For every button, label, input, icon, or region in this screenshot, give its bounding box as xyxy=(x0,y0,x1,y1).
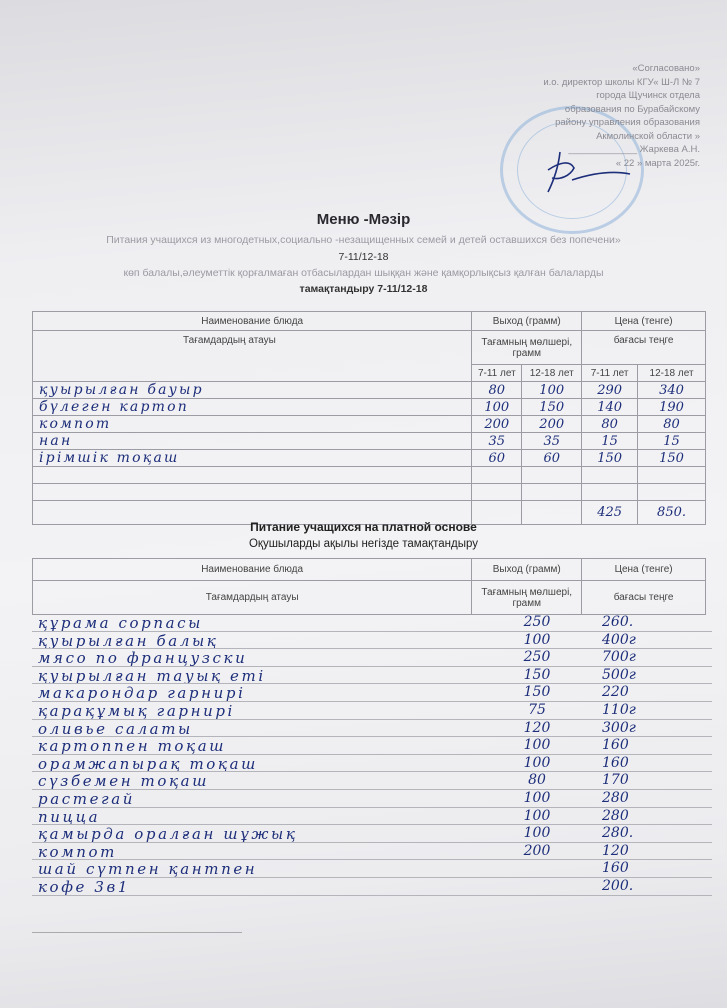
weight-12-18: 100 xyxy=(522,382,582,399)
list-item xyxy=(32,878,712,896)
dish-name: мясо по французски xyxy=(38,649,248,668)
subtitle-ru: Питания учащихся из многодетных,социально -незащищенных семей и детей оставшихся без попечени» xyxy=(106,234,621,246)
list-item xyxy=(32,720,712,738)
list-item xyxy=(32,649,712,667)
weight-7-11 xyxy=(472,484,522,501)
dish-name: қуырылған бауыр xyxy=(33,382,472,399)
total-price-12-18: 850. xyxy=(638,501,706,525)
price-12-18: 150 xyxy=(638,450,706,467)
price-7-11: 140 xyxy=(582,399,638,416)
dish-name: нан xyxy=(33,433,472,450)
list-item xyxy=(32,755,712,773)
list-item xyxy=(32,667,712,685)
price-7-11: 290 xyxy=(582,382,638,399)
col-header-price-ru: Цена (тенге) xyxy=(582,312,706,331)
table-row xyxy=(33,399,706,416)
dish-name: компот xyxy=(38,842,117,861)
list-item xyxy=(32,702,712,720)
dish-weight: 250 xyxy=(523,614,551,630)
age-header: 12-18 лет xyxy=(522,365,582,382)
dish-name: оливье салаты xyxy=(38,719,193,738)
col-header-name-kz: Тағамдардың атауы xyxy=(33,331,472,382)
approval-line: и.о. директор школы КГУ« Ш-Л № 7 xyxy=(543,76,700,88)
dish-price: 120 xyxy=(602,842,629,859)
approval-line: району управления образования xyxy=(555,117,700,128)
col-header-price-kz: бағасы теңге xyxy=(582,331,706,365)
col-header-price-kz: бағасы теңге xyxy=(582,581,706,615)
approval-line: «Согласовано» xyxy=(632,63,700,74)
approval-line: города Щучинск отдела xyxy=(596,90,700,101)
dish-weight: 200 xyxy=(523,842,551,859)
age-header: 7-11 лет xyxy=(472,365,522,382)
grades-ru: 7-11/12-18 xyxy=(338,251,389,263)
dish-weight: 150 xyxy=(523,684,551,701)
weight-7-11: 35 xyxy=(472,433,522,450)
table-row xyxy=(33,382,706,399)
dish-name: кофе 3в1 xyxy=(38,877,130,896)
row-rule xyxy=(32,895,712,896)
age-header: 7-11 лет xyxy=(582,365,638,382)
table-row xyxy=(33,433,706,450)
dish-name: қамырда оралған шұжық xyxy=(38,825,298,844)
approval-line: _____________ Жаркева А.Н. xyxy=(568,144,700,155)
list-item xyxy=(32,860,712,878)
table-row xyxy=(33,484,706,501)
dish-price: 400г xyxy=(602,631,636,648)
dish-name: құрама сорпасы xyxy=(38,614,203,632)
list-item xyxy=(32,632,712,650)
age-header: 12-18 лет xyxy=(638,365,706,382)
price-7-11: 150 xyxy=(582,450,638,467)
dish-price: 280 xyxy=(602,789,629,806)
dish-weight: 100 xyxy=(523,737,551,754)
dish-price: 170 xyxy=(602,772,629,789)
dish-weight: 75 xyxy=(528,701,546,718)
col-header-weight-kz: Тағамның мөлшері, грамм xyxy=(472,581,582,615)
col-header-name-kz: Тағамдардың атауы xyxy=(33,581,472,615)
weight-12-18: 150 xyxy=(522,399,582,416)
dish-name: компот xyxy=(33,416,472,433)
col-header-name-ru: Наименование блюда xyxy=(33,559,472,581)
list-item xyxy=(32,614,712,632)
menu-table-free xyxy=(32,311,706,525)
weight-12-18: 200 xyxy=(522,416,582,433)
weight-7-11: 80 xyxy=(472,382,522,399)
dish-name: картоппен тоқаш xyxy=(38,737,227,756)
subtitle-kz: көп балалы,әлеуметтік қорғалмаған отбасылардан шыққан және қамқорлықсыз қалған балаларды xyxy=(123,267,604,279)
price-12-18: 15 xyxy=(638,433,706,450)
footer-line xyxy=(32,932,242,933)
weight-12-18 xyxy=(522,467,582,484)
col-header-weight-ru: Выход (грамм) xyxy=(472,312,582,331)
dish-name: сүзбемен тоқаш xyxy=(38,772,210,791)
price-7-11 xyxy=(582,467,638,484)
col-header-weight-kz: Тағамның мөлшері, грамм xyxy=(472,331,582,365)
price-12-18: 80 xyxy=(638,416,706,433)
dish-name: растегай xyxy=(38,789,136,808)
dish-price: 300г xyxy=(602,719,636,736)
price-12-18 xyxy=(638,484,706,501)
page-title: Меню -Мәзір xyxy=(316,211,411,228)
dish-name: қуырылған тауық еті xyxy=(38,666,266,685)
dish-name: қарақұмық гарнирі xyxy=(38,701,235,720)
dish-name: пицца xyxy=(38,807,101,826)
dish-weight: 100 xyxy=(523,789,551,806)
signature xyxy=(500,140,660,200)
dish-name: макарондар гарнирі xyxy=(38,684,246,703)
price-12-18: 190 xyxy=(638,399,706,416)
list-item xyxy=(32,825,712,843)
dish-price: 700г xyxy=(602,649,636,666)
subtitle-kz-2: тамақтандыру 7-11/12-18 xyxy=(299,283,428,295)
menu-table-paid-header xyxy=(32,558,706,615)
dish-name: бүлеген картоп xyxy=(33,399,472,416)
price-12-18: 340 xyxy=(638,382,706,399)
table-row xyxy=(33,467,706,484)
total-price-7-11: 425 xyxy=(582,501,638,525)
price-7-11: 15 xyxy=(582,433,638,450)
weight-7-11: 100 xyxy=(472,399,522,416)
dish-weight: 100 xyxy=(523,754,551,771)
dish-price: 200. xyxy=(602,877,634,894)
weight-7-11: 60 xyxy=(472,450,522,467)
table-row xyxy=(33,450,706,467)
weight-7-11 xyxy=(472,467,522,484)
dish-weight: 80 xyxy=(528,772,546,789)
dish-price: 110г xyxy=(602,701,636,718)
section-subtitle: Оқушыларды ақылы негізде тамақтандыру xyxy=(248,538,479,550)
weight-12-18: 35 xyxy=(522,433,582,450)
price-12-18 xyxy=(638,467,706,484)
dish-name: ірімшік тоқаш xyxy=(33,450,472,467)
table-row xyxy=(33,416,706,433)
col-header-price-ru: Цена (тенге) xyxy=(582,559,706,581)
approval-line: образования по Бурабайскому xyxy=(564,103,700,115)
dish-price: 160 xyxy=(602,754,629,771)
approval-line: « 22 » марта 2025г. xyxy=(615,157,700,169)
list-item xyxy=(32,684,712,702)
dish-name xyxy=(33,484,472,501)
list-item xyxy=(32,790,712,808)
price-7-11: 80 xyxy=(582,416,638,433)
dish-weight: 100 xyxy=(523,825,551,842)
dish-price: 280 xyxy=(602,807,629,824)
dish-weight: 100 xyxy=(523,631,551,648)
dish-weight: 250 xyxy=(523,649,551,666)
weight-12-18: 60 xyxy=(522,450,582,467)
list-item xyxy=(32,772,712,790)
dish-weight: 150 xyxy=(523,666,551,683)
section-title: Питание учащихся на платной основе xyxy=(250,520,477,534)
dish-name xyxy=(33,467,472,484)
dish-name: қуырылған балық xyxy=(38,631,219,650)
dish-weight: 120 xyxy=(523,719,551,736)
dish-name: шай сүтпен қантпен xyxy=(38,860,258,879)
paid-menu-list xyxy=(32,614,712,896)
col-header-weight-ru: Выход (грамм) xyxy=(472,559,582,581)
approval-line: Акмолинской области » xyxy=(596,130,700,142)
dish-price: 500г xyxy=(602,666,636,683)
price-7-11 xyxy=(582,484,638,501)
dish-price: 260. xyxy=(602,614,634,630)
dish-name: орамжапырақ тоқаш xyxy=(38,754,258,773)
weight-12-18 xyxy=(522,484,582,501)
dish-price: 280. xyxy=(602,825,634,842)
dish-weight: 100 xyxy=(523,807,551,824)
col-header-name-ru: Наименование блюда xyxy=(33,312,472,331)
dish-price: 220 xyxy=(602,684,629,701)
list-item xyxy=(32,808,712,826)
list-item xyxy=(32,843,712,861)
dish-price: 160 xyxy=(602,860,629,877)
weight-7-11: 200 xyxy=(472,416,522,433)
list-item xyxy=(32,737,712,755)
dish-price: 160 xyxy=(602,737,629,754)
